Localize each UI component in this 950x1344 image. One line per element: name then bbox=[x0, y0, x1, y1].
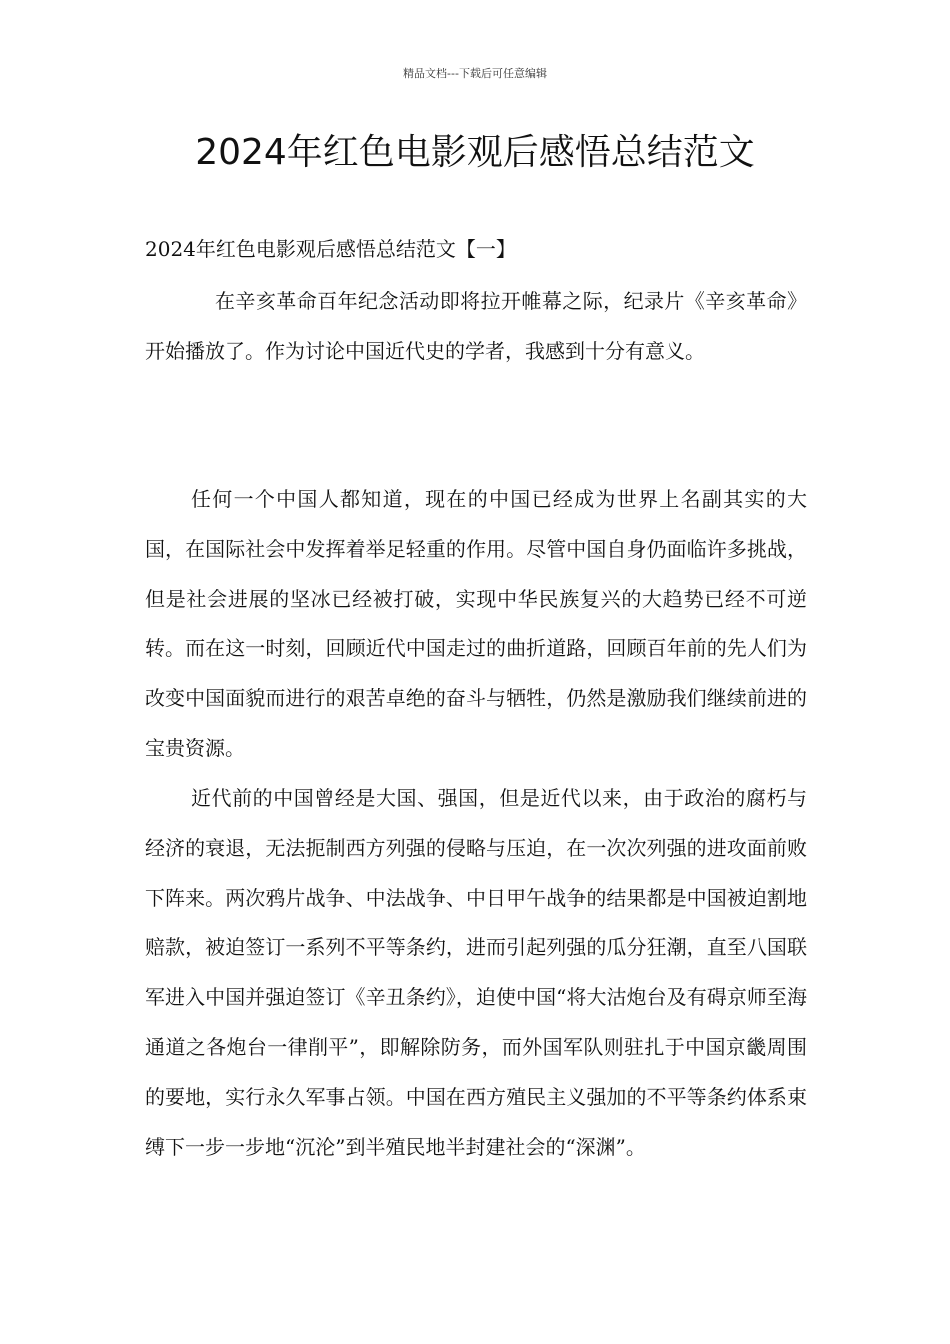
section-heading: 2024年红色电影观后感悟总结范文【一】 bbox=[145, 237, 516, 261]
paragraph-2: 任何一个中国人都知道，现在的中国已经成为世界上名副其实的大国，在国际社会中发挥着举足轻重的作用。尽管中国自身仍面临许多挑战，但是社会进展的坚冰已经被打破，实现中华民族复兴的大趋势已经不可逆转。而在这一时刻，回顾近代中国走过的曲折道路，回顾百年前的先人们为改变中国面貌而进行的艰苦卓绝的奋斗与牺牲，仍然是激励我们继续前进的宝贵资源。 bbox=[145, 487, 807, 760]
paragraph-3: 近代前的中国曾经是大国、强国，但是近代以来，由于政治的腐朽与经济的衰退，无法扼制西方列强的侵略与压迫，在一次次列强的进攻面前败下阵来。两次鸦片战争、中法战争、中日甲午战争的结果都是中国被迫割地赔款，被迫签订一系列不平等条约，进而引起列强的瓜分狂潮，直至八国联军进入中国并强迫签订《辛丑条约》，迫使中国“将大沽炮台及有碍京师至海通道之各炮台一律削平”，即解除防务，而外国军队则驻扎于中国京畿周围的要地，实行永久军事占领。中国在西方殖民主义强加的不平等条约体系束缚下一步一步地“沉沦”到半殖民地半封建社会的“深渊”。 bbox=[145, 786, 807, 1159]
header-note: 精品文档---下载后可任意编辑 bbox=[403, 67, 547, 80]
document-title: 2024年红色电影观后感悟总结范文 bbox=[195, 132, 755, 173]
paragraph-1: 在辛亥革命百年纪念活动即将拉开帷幕之际，纪录片《辛亥革命》开始播放了。作为讨论中国近代史的学者，我感到十分有意义。 bbox=[145, 289, 807, 363]
